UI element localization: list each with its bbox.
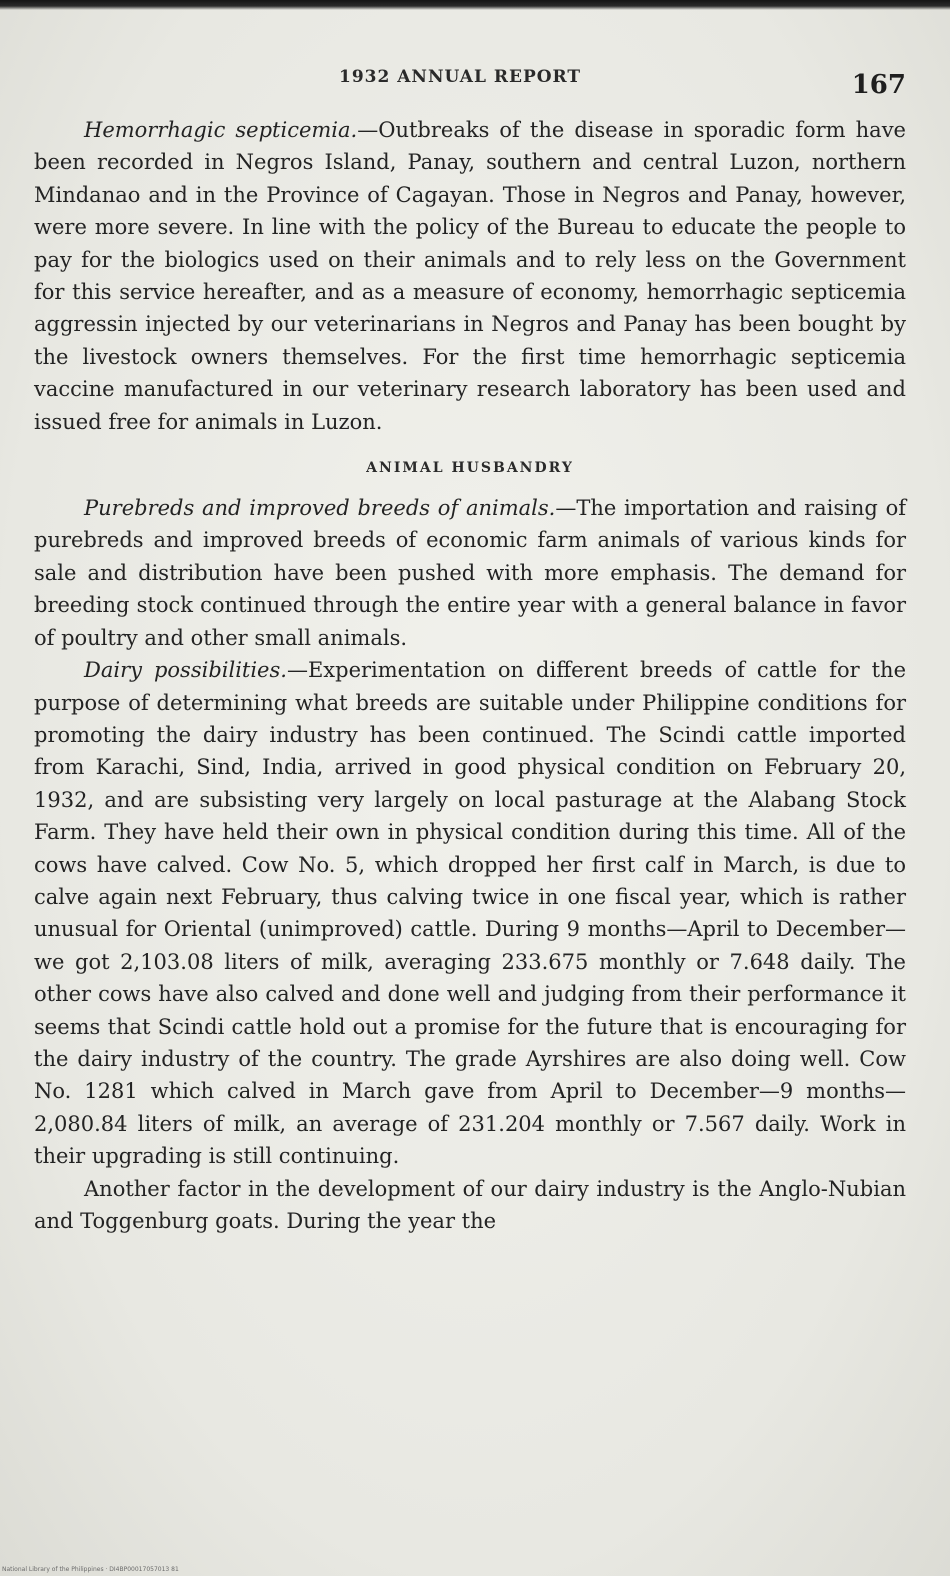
paragraph-purebreds	[34, 492, 906, 654]
page-top-shadow	[0, 0, 950, 10]
scan-credit: National Library of the Philippines · DI4BP00017057013 81	[2, 1566, 179, 1573]
paragraph-hemorrhagic-septicemia	[34, 114, 906, 438]
paragraph-body: —Experimentation on different breeds of cattle for the purpose of determining what breeds are suitable under Philippine conditions for promoting the dairy industry has been continued. The Scindi cattle imported from Karachi, Sind, India, arrived in good physical condition on February 20, 1932, and are subsisting very largely on local pasturage at the Alabang Stock Farm. They have held their own in physical condition during this time. All of the cows have calved. Cow No. 5, which dropped her first calf in March, is due to calve again next February, thus calving twice in one fiscal year, which is rather unusual for Oriental (unimproved) cattle. During 9 months—April to December—we got 2,103.08 liters of milk, averaging 233.675 monthly or 7.648 daily. The other cows have also calved and done well and judging from their performance it seems that Scindi cattle hold out a promise for the future that is encouraging for the dairy industry of the country. The grade Ayrshires are also doing well. Cow No. 1281 which calved in March gave from April to December—9 months—2,080.84 liters of milk, an average of 231.204 monthly or 7.567 daily. Work in their upgrading is still continuing.	[34, 658, 906, 1169]
page-text-block	[34, 60, 906, 1237]
section-heading: ANIMAL HUSBANDRY	[366, 460, 574, 477]
paragraph-dairy-possibilities	[34, 654, 906, 1173]
run-in-heading: Hemorrhagic septicemia.	[84, 118, 358, 142]
running-title: 1932 ANNUAL REPORT	[339, 67, 582, 87]
page-number: 167	[851, 70, 906, 100]
paragraph-body: —The importation and raising of purebreds and improved breeds of economic farm animals of various kinds for sale and distribution have been pushed with more emphasis. The demand for breeding stock continued through the entire year with a general balance in favor of poultry and other small animals.	[34, 496, 906, 650]
run-in-heading: Dairy possibilities.	[84, 658, 287, 683]
running-header	[34, 60, 906, 114]
run-in-heading: Purebreds and improved breeds of animals.	[84, 496, 556, 521]
paragraph-goats	[34, 1173, 906, 1238]
paragraph-body: Another factor in the development of our dairy industry is the Anglo-Nubian and Toggenburg goats. During the year the	[34, 1176, 906, 1233]
paragraph-body: —Outbreaks of the disease in sporadic form have been recorded in Negros Island, Panay, southern and central Luzon, northern Mindanao and in the Province of Cagayan. Those in Negros and Panay, however, were more severe. In line with the policy of the Bureau to educate the people to pay for the biologics used on their animals and to rely less on the Government for this service hereafter, and as a measure of economy, hemorrhagic septicemia aggressin injected by our veterinarians in Negros and Panay has been bought by the livestock owners themselves. For the first time hemorrhagic septicemia vaccine manufactured in our veterinary research laboratory has been used and issued free for animals in Luzon.	[34, 118, 906, 434]
